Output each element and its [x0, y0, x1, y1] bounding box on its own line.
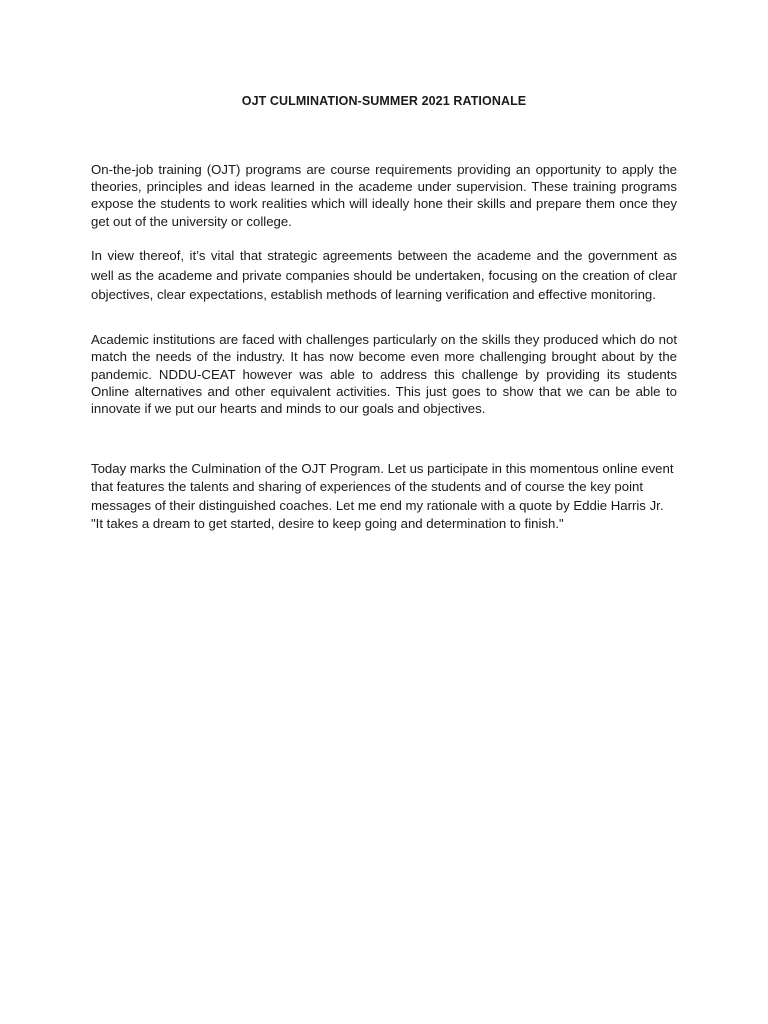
paragraph-challenges: Academic institutions are faced with challenges particularly on the skills they produced which do not match the needs of the industry. It has now become even more challenging brought about by the pandemic. NDDU-CEAT however was able to address this challenge by providing its students Online alternatives and other equivalent activities. This just goes to show that we can be able to innovate if we put our hearts and minds to our goals and objectives. [91, 332, 677, 417]
document-title: OJT CULMINATION-SUMMER 2021 RATIONALE [241, 94, 527, 108]
paragraph-strategic-agreements: In view thereof, it’s vital that strategic agreements between the academe and the government as well as the academe and private companies should be undertaken, focusing on the creation of clear objectives, clear expectations, establish methods of learning verification and effective monitoring. [91, 248, 677, 302]
paragraph-ojt-definition: On-the-job training (OJT) programs are course requirements providing an opportunity to apply the theories, principles and ideas learned in the academe under supervision. These training programs expose the students to work realities which will ideally hone their skills and prepare them once they get out of the university or college. [91, 162, 677, 229]
paragraph-culmination: Today marks the Culmination of the OJT Program. Let us participate in this momentous online event that features the talents and sharing of experiences of the students and of course the key point messages of their distinguished coaches. Let me end my rationale with a quote by Eddie Harris Jr. "It takes a dream to get started, desire to keep going and determination to finish." [91, 461, 674, 531]
